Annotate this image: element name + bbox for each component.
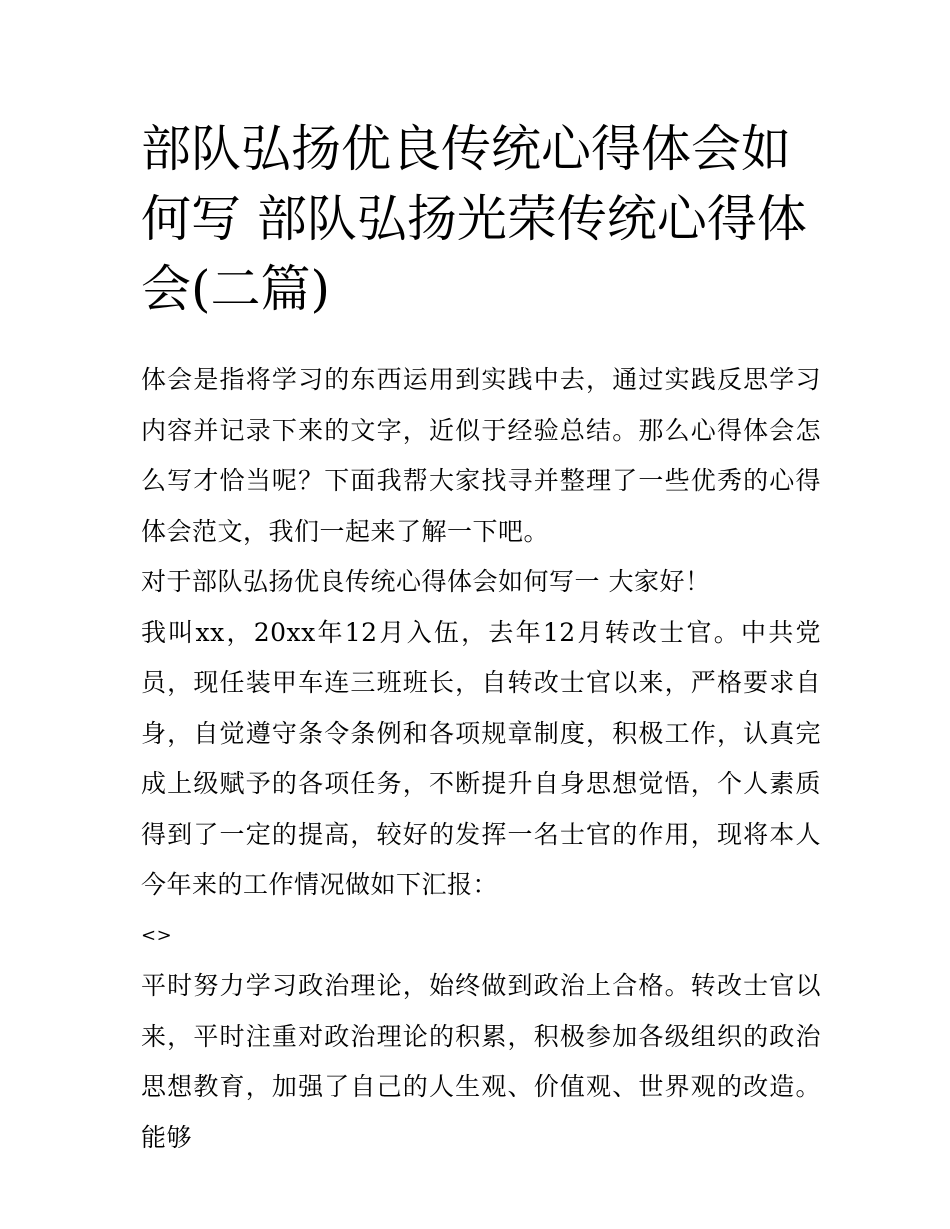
placeholder-symbol: <> xyxy=(141,924,173,946)
self-introduction-paragraph: 我叫xx，20xx年12月入伍，去年12月转改士官。中共党员，现任装甲车连三班班长，自转改士官以来，严格要求自身，自觉遵守条令条例和各项规章制度，积极工作，认真完成上级赋予的各项任务，不断提升自身思想觉悟，个人素质得到了一定的提高，较好的发挥一名士官的作用，现将本人今年来的工作情况做如下汇报： xyxy=(141,617,821,899)
document-title: 部队弘扬优良传统心得体会如何写 部队弘扬光荣传统心得体会(二篇) xyxy=(141,120,807,318)
document-body xyxy=(141,355,821,1163)
section-heading-paragraph: 对于部队弘扬优良传统心得体会如何写一 大家好！ xyxy=(141,567,711,596)
intro-paragraph: 体会是指将学习的东西运用到实践中去，通过实践反思学习内容并记录下来的文字，近似于经验总结。那么心得体会怎么写才恰当呢？下面我帮大家找寻并整理了一些优秀的心得体会范文，我们一起来了解一下吧。 xyxy=(141,365,821,546)
political-study-paragraph: 平时努力学习政治理论，始终做到政治上合格。转改士官以来，平时注重对政治理论的积累，积极参加各级组织的政治思想教育，加强了自己的人生观、价值观、世界观的改造。能够 xyxy=(141,971,821,1152)
